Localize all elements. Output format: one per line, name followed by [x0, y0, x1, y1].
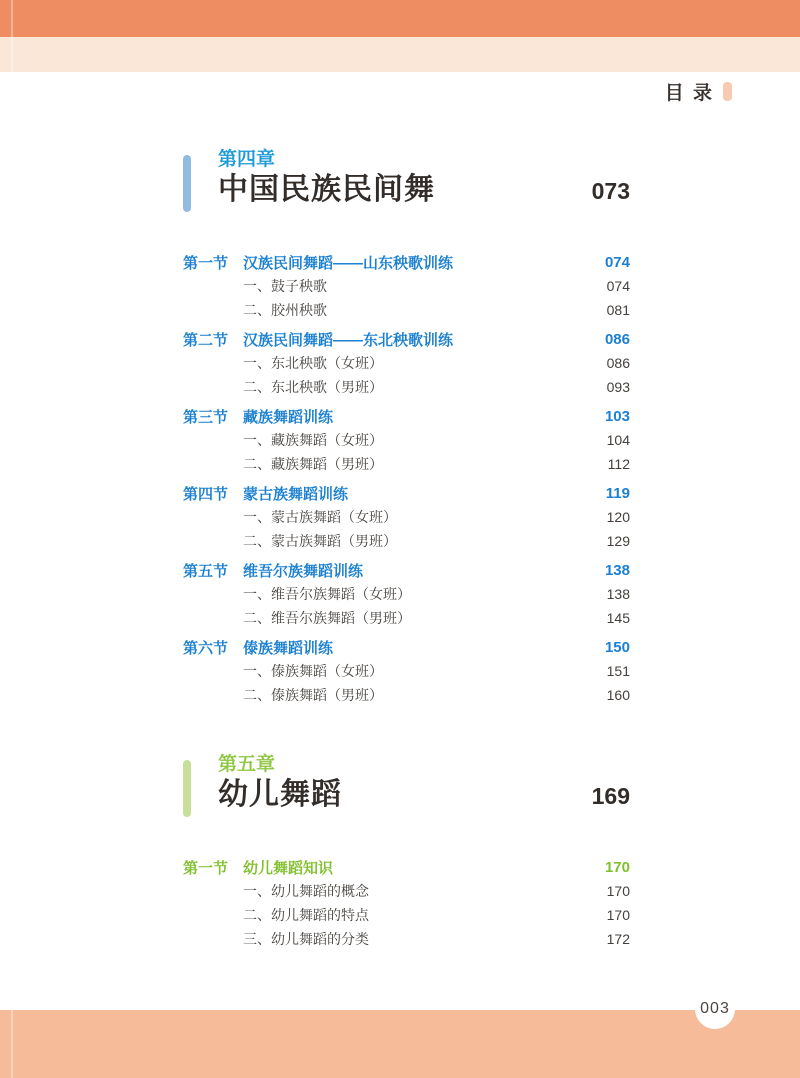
toc-item-title[interactable]: 二、傣族舞蹈（男班）: [243, 687, 383, 703]
chapter-title-row: [218, 172, 630, 208]
toc-item-row: [183, 351, 630, 375]
toc-item-page-number: 170: [606, 907, 630, 923]
section-label: 第六节: [183, 639, 229, 657]
toc-item-page-number: 104: [606, 432, 630, 448]
section-page-number: 138: [604, 561, 630, 579]
toc-item-row: [183, 659, 630, 683]
section-label: 第一节: [183, 859, 229, 877]
toc-item-row: [183, 683, 630, 707]
section-items: [183, 879, 630, 951]
toc-item-row: [183, 927, 630, 951]
toc-item-title[interactable]: 二、东北秧歌（男班）: [243, 379, 383, 395]
bottom-band: [0, 1010, 800, 1078]
chapter-sections: [183, 250, 630, 707]
toc-item-page-number: 081: [606, 302, 630, 318]
section-label: 第一节: [183, 254, 229, 272]
toc-header-title: 目 录: [664, 83, 714, 104]
page-number-badge: [695, 989, 735, 1029]
toc-item-title[interactable]: 二、蒙古族舞蹈（男班）: [243, 533, 397, 549]
section-block: [183, 250, 630, 322]
toc-item-page-number: 112: [607, 456, 630, 472]
chapter-page-number: 169: [591, 783, 630, 809]
section-block: [183, 404, 630, 476]
toc-item-page-number: 074: [606, 278, 630, 294]
toc-item-page-number: 151: [606, 663, 630, 679]
toc-item-row: [183, 582, 630, 606]
chapter-accent-bar: [183, 155, 191, 212]
section-label: 第二节: [183, 331, 229, 349]
toc-item-title[interactable]: 一、蒙古族舞蹈（女班）: [243, 509, 397, 525]
toc-item-page-number: 145: [606, 610, 630, 626]
chapter-title[interactable]: 中国民族民间舞: [218, 173, 435, 206]
toc-item-row: [183, 505, 630, 529]
section-block: [183, 635, 630, 707]
section-title-row: [183, 855, 630, 879]
toc-item-row: [183, 452, 630, 476]
chapter-label: 第四章: [218, 149, 276, 170]
section-page-number: 119: [605, 484, 630, 502]
toc-item-title[interactable]: 一、鼓子秧歌: [243, 278, 327, 294]
toc-item-title[interactable]: 一、维吾尔族舞蹈（女班）: [243, 586, 411, 602]
chapters-container: [183, 148, 630, 997]
chapter-accent-bar: [183, 760, 191, 817]
section-title[interactable]: 蒙古族舞蹈训练: [243, 485, 349, 503]
toc-item-row: [183, 298, 630, 322]
section-items: [183, 351, 630, 399]
section-page-number: 150: [604, 638, 630, 656]
chapter-title-row: [218, 777, 630, 813]
section-title[interactable]: 傣族舞蹈训练: [243, 639, 334, 657]
section-title[interactable]: 汉族民间舞蹈——山东秧歌训练: [243, 254, 454, 272]
section-title[interactable]: 维吾尔族舞蹈训练: [243, 562, 364, 580]
toc-item-title[interactable]: 三、幼儿舞蹈的分类: [243, 931, 369, 947]
toc-header: [665, 78, 732, 105]
toc-item-page-number: 086: [606, 355, 630, 371]
toc-item-row: [183, 606, 630, 630]
section-title-row: [183, 635, 630, 659]
section-title[interactable]: 藏族舞蹈训练: [243, 408, 334, 426]
section-title-row: [183, 404, 630, 428]
top-band-dark: [0, 0, 800, 37]
section-items: [183, 428, 630, 476]
section-page-number: 086: [604, 330, 630, 348]
toc-item-row: [183, 375, 630, 399]
chapter-title[interactable]: 幼儿舞蹈: [218, 778, 342, 811]
section-title-row: [183, 481, 630, 505]
toc-item-row: [183, 274, 630, 298]
toc-item-row: [183, 879, 630, 903]
page-number: 003: [700, 1000, 730, 1017]
section-title-row: [183, 250, 630, 274]
section-block: [183, 327, 630, 399]
section-page-number: 170: [604, 858, 630, 876]
toc-item-row: [183, 903, 630, 927]
section-items: [183, 582, 630, 630]
toc-item-title[interactable]: 一、藏族舞蹈（女班）: [243, 432, 383, 448]
section-title[interactable]: 汉族民间舞蹈——东北秧歌训练: [243, 331, 454, 349]
section-block: [183, 855, 630, 951]
chapter-sections: [183, 855, 630, 951]
chapter-block: [183, 753, 630, 951]
section-items: [183, 659, 630, 707]
section-title[interactable]: 幼儿舞蹈知识: [243, 859, 334, 877]
toc-item-page-number: 129: [606, 533, 630, 549]
toc-item-title[interactable]: 二、胶州秧歌: [243, 302, 327, 318]
toc-item-page-number: 120: [606, 509, 630, 525]
section-block: [183, 481, 630, 553]
section-items: [183, 274, 630, 322]
toc-item-page-number: 093: [606, 379, 630, 395]
chapter-block: [183, 148, 630, 707]
spine-line: [11, 0, 13, 1078]
toc-item-title[interactable]: 二、幼儿舞蹈的特点: [243, 907, 369, 923]
chapter-page-number: 073: [591, 178, 630, 204]
toc-item-title[interactable]: 一、幼儿舞蹈的概念: [243, 883, 369, 899]
chapter-heading: [183, 148, 630, 208]
section-items: [183, 505, 630, 553]
chapter-label: 第五章: [218, 754, 276, 775]
section-page-number: 103: [604, 407, 630, 425]
toc-item-row: [183, 529, 630, 553]
toc-item-page-number: 138: [606, 586, 630, 602]
toc-item-title[interactable]: 二、维吾尔族舞蹈（男班）: [243, 610, 411, 626]
section-page-number: 074: [604, 253, 630, 271]
section-label: 第四节: [183, 485, 229, 503]
toc-item-page-number: 170: [606, 883, 630, 899]
toc-item-title[interactable]: 一、东北秧歌（女班）: [243, 355, 383, 371]
toc-item-title[interactable]: 二、藏族舞蹈（男班）: [243, 456, 383, 472]
section-label: 第三节: [183, 408, 229, 426]
toc-item-page-number: 172: [606, 931, 630, 947]
chapter-heading: [183, 753, 630, 813]
section-block: [183, 558, 630, 630]
section-label: 第五节: [183, 562, 229, 580]
header-pill-decoration: [723, 82, 732, 101]
toc-item-page-number: 160: [606, 687, 630, 703]
toc-item-title[interactable]: 一、傣族舞蹈（女班）: [243, 663, 383, 679]
top-band-light: [0, 37, 800, 72]
toc-item-row: [183, 428, 630, 452]
section-title-row: [183, 558, 630, 582]
section-title-row: [183, 327, 630, 351]
